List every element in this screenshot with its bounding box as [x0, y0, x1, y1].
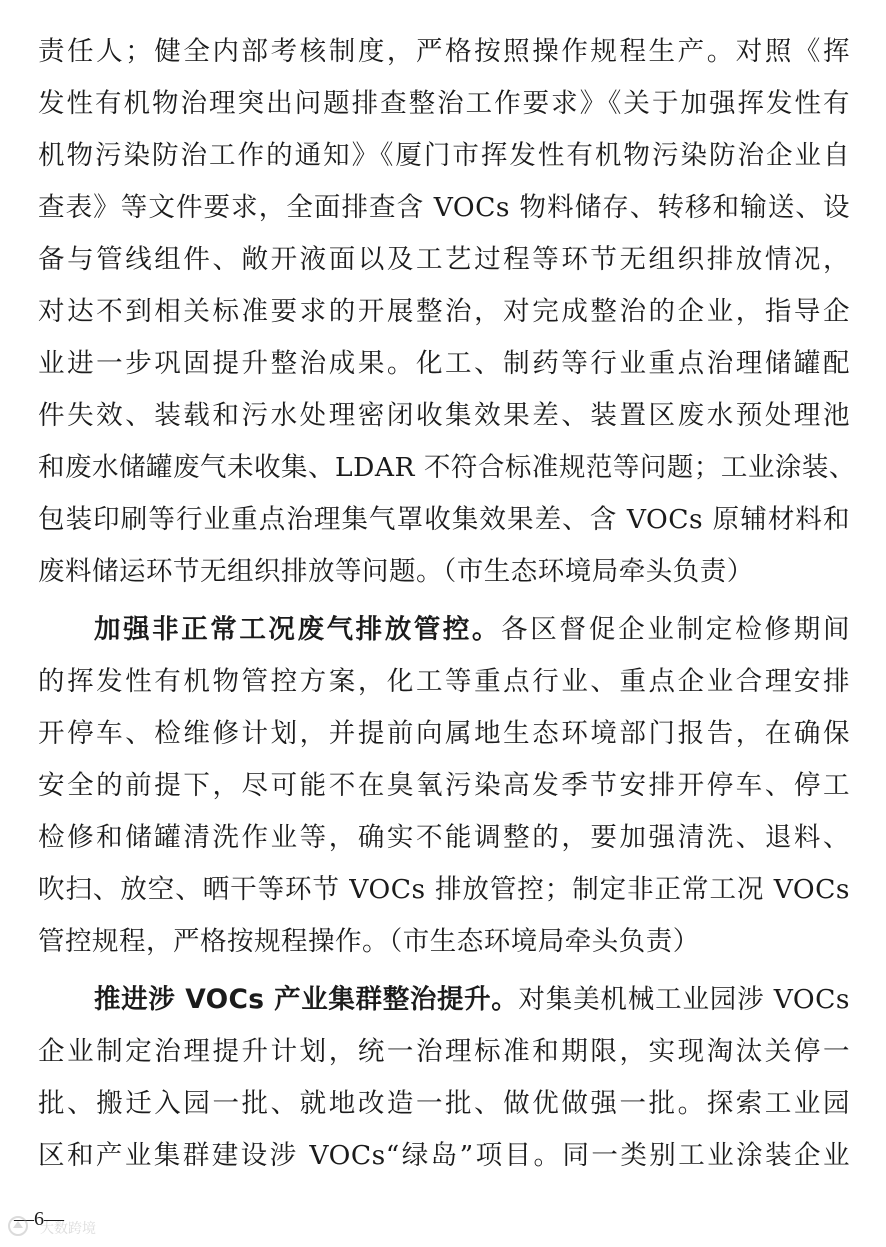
body-text: 各区督促企业制定检修期间 [501, 614, 851, 645]
body-line: 机物污染防治工作的通知》《厦门市挥发性有机物污染防治企业自 [38, 140, 850, 171]
body-line: 对达不到相关标准要求的开展整治，对完成整治的企业，指导企 [38, 296, 850, 327]
body-line: 开停车、检维修计划，并提前向属地生态环境部门报告，在确保 [38, 718, 850, 749]
page-number: —6— [14, 1208, 64, 1230]
watermark [6, 1214, 126, 1240]
body-line: 件失效、装载和污水处理密闭收集效果差、装置区废水预处理池 [38, 400, 850, 431]
body-line: 发性有机物治理突出问题排查整治工作要求》《关于加强挥发性有 [38, 88, 850, 119]
body-line: 业进一步巩固提升整治成果。化工、制药等行业重点治理储罐配 [38, 348, 850, 379]
watermark-text: 大数跨境 [40, 1221, 96, 1237]
section-heading: 加强非正常工况废气排放管控。 [94, 614, 502, 645]
body-line: 责任人；健全内部考核制度，严格按照操作规程生产。对照《挥 [38, 36, 850, 67]
body-line: 企业制定治理提升计划，统一治理标准和期限，实现淘汰关停一 [38, 1036, 850, 1067]
body-line: 查表》等文件要求，全面排查含 VOCs 物料储存、转移和输送、设 [38, 192, 850, 223]
section-paragraph-first-line [94, 606, 850, 654]
body-line: 安全的前提下，尽可能不在臭氧污染高发季节安排开停车、停工 [38, 770, 850, 801]
body-line: 检修和储罐清洗作业等，确实不能调整的，要加强清洗、退料、 [38, 822, 850, 853]
body-line: 批、搬迁入园一批、就地改造一批、做优做强一批。探索工业园 [38, 1088, 850, 1119]
body-line: 废料储运环节无组织排放等问题。（市生态环境局牵头负责） [38, 556, 754, 587]
body-line: 区和产业集群建设涉 VOCs“绿岛”项目。同一类别工业涂装企业 [38, 1140, 850, 1171]
body-line: 管控规程，严格按规程操作。（市生态环境局牵头负责） [38, 926, 700, 957]
section-paragraph-first-line [94, 976, 850, 1024]
body-line: 备与管线组件、敞开液面以及工艺过程等环节无组织排放情况， [38, 244, 850, 275]
section-heading: 推进涉 VOCs 产业集群整治提升。 [94, 984, 519, 1015]
body-line: 和废水储罐废气未收集、LDAR 不符合标准规范等问题；工业涂装、 [38, 452, 856, 483]
watermark-logo-icon [6, 1214, 36, 1238]
body-line: 包装印刷等行业重点治理集气罩收集效果差、含 VOCs 原辅材料和 [38, 504, 850, 535]
body-line: 吹扫、放空、晒干等环节 VOCs 排放管控；制定非正常工况 VOCs [38, 874, 850, 905]
body-line: 的挥发性有机物管控方案，化工等重点行业、重点企业合理安排 [38, 666, 850, 697]
body-text: 对集美机械工业园涉 VOCs [518, 984, 850, 1015]
